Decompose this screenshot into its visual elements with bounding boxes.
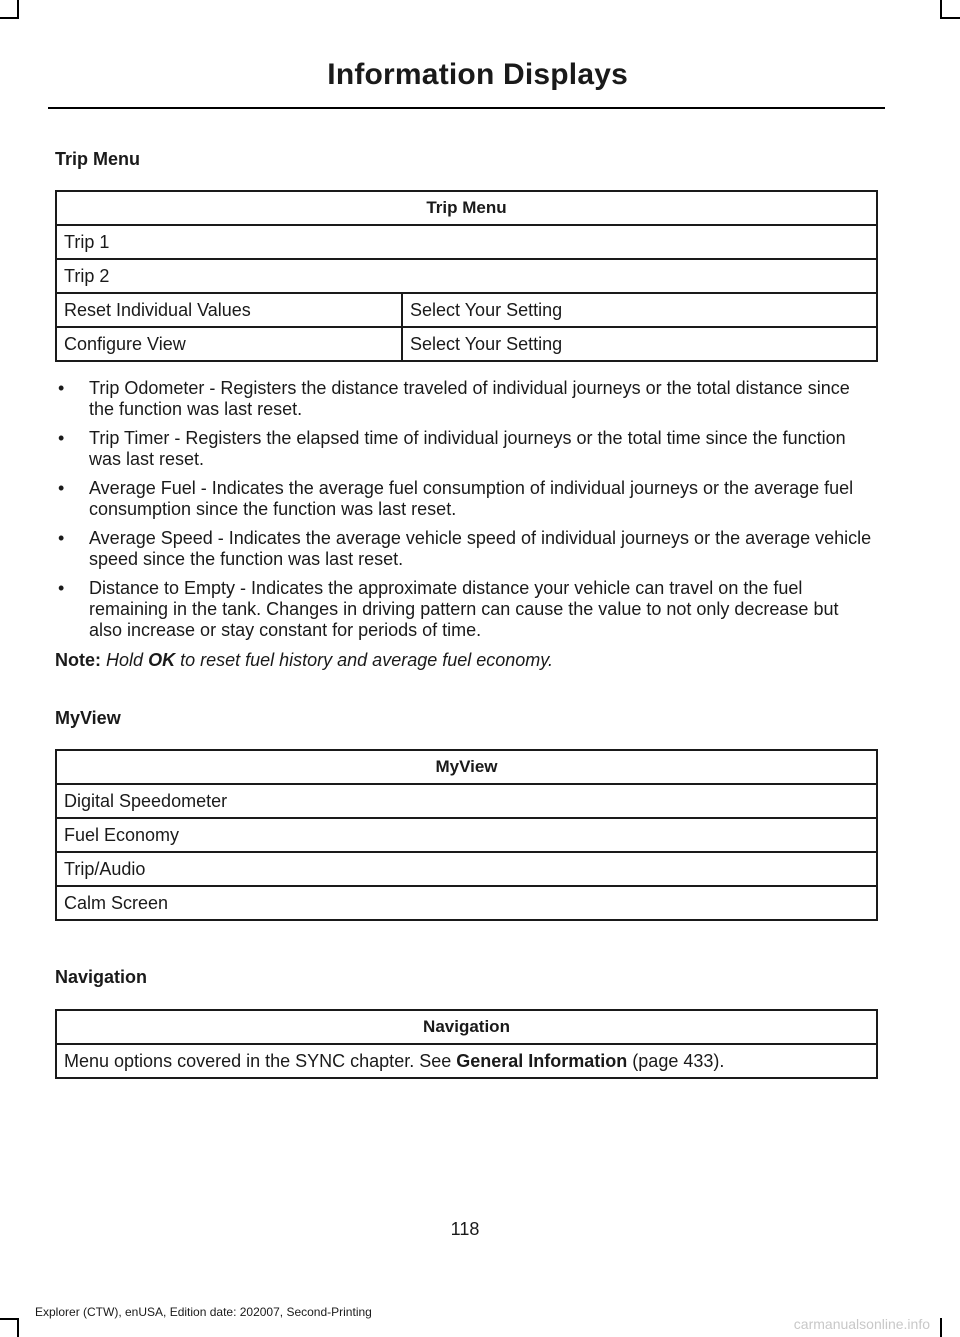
- edition-footer: Explorer (CTW), enUSA, Edition date: 202007, Second-Printing: [35, 1305, 372, 1319]
- table-cell: Select Your Setting: [402, 327, 877, 361]
- table-row: [56, 1044, 877, 1078]
- page-reference: (page 433).: [632, 1050, 725, 1071]
- table-cell: Fuel Economy: [56, 818, 877, 852]
- list-item-text: Distance to Empty - Indicates the approximate distance your vehicle can travel on the fuel remaining in the tank. Changes in driving pattern can cause the value to not only decrease but also increase or stay constant for periods of time.: [89, 578, 839, 640]
- page-number: 118: [450, 1219, 480, 1239]
- table-cell: Trip 2: [56, 259, 877, 293]
- table-cell: Trip 1: [56, 225, 877, 259]
- note: [55, 650, 553, 671]
- bullet-icon: •: [58, 378, 65, 398]
- navigation-table-title: Navigation: [56, 1010, 877, 1044]
- trip-menu-heading: Trip Menu: [55, 149, 140, 169]
- navigation-row-text: Menu options covered in the SYNC chapter. See: [64, 1050, 452, 1071]
- crop-mark: [0, 1318, 19, 1320]
- table-cell: Select Your Setting: [402, 293, 877, 327]
- table-cell: Trip/Audio: [56, 852, 877, 886]
- table-row: [56, 259, 877, 293]
- table-row: [56, 818, 877, 852]
- table-cell: [56, 1044, 877, 1078]
- crop-mark: [941, 17, 960, 19]
- bullet-icon: •: [58, 428, 65, 448]
- myview-table-title: MyView: [56, 750, 877, 784]
- table-cell: Configure View: [56, 327, 402, 361]
- trip-menu-table-title: Trip Menu: [56, 191, 877, 225]
- navigation-table: [55, 1009, 878, 1079]
- myview-heading: MyView: [55, 708, 121, 728]
- list-item: [55, 478, 875, 520]
- note-label: Note:: [55, 650, 101, 670]
- list-item: [55, 428, 875, 470]
- list-item: [55, 578, 875, 641]
- list-item: [55, 528, 875, 570]
- note-text-pre: Hold: [106, 650, 144, 670]
- navigation-heading: Navigation: [55, 967, 148, 987]
- list-item-text: Average Fuel - Indicates the average fuel consumption of individual journeys or the average fuel consumption since the function was last reset.: [89, 478, 854, 519]
- bullet-icon: •: [58, 578, 65, 598]
- myview-table: [55, 749, 878, 921]
- crop-mark: [0, 17, 19, 19]
- trip-menu-bullets: [55, 378, 875, 649]
- bullet-icon: •: [58, 528, 65, 548]
- table-row: [56, 852, 877, 886]
- table-row: [56, 886, 877, 920]
- list-item-text: Trip Odometer - Registers the distance traveled of individual journeys or the total distance since the function was last reset.: [89, 378, 850, 419]
- watermark: carmanualsonline.info: [793, 1316, 930, 1332]
- trip-menu-table: [55, 190, 878, 362]
- general-information-link[interactable]: General Information: [456, 1050, 628, 1071]
- table-cell: Reset Individual Values: [56, 293, 402, 327]
- list-item-text: Trip Timer - Registers the elapsed time of individual journeys or the total time since the function was last reset.: [89, 428, 846, 469]
- table-cell: Digital Speedometer: [56, 784, 877, 818]
- table-row: [56, 784, 877, 818]
- note-text-post: to reset fuel history and average fuel economy.: [180, 650, 553, 670]
- note-key: OK: [148, 650, 176, 670]
- table-cell: Calm Screen: [56, 886, 877, 920]
- crop-mark: [17, 1318, 19, 1337]
- crop-mark: [940, 1318, 942, 1337]
- table-row: [56, 327, 877, 361]
- table-row: [56, 293, 877, 327]
- bullet-icon: •: [58, 478, 65, 498]
- list-item-text: Average Speed - Indicates the average vehicle speed of individual journeys or the average vehicle speed since the function was last reset.: [89, 528, 872, 569]
- list-item: [55, 378, 875, 420]
- page-title: Information Displays: [327, 58, 628, 91]
- table-row: [56, 225, 877, 259]
- header-rule: [48, 107, 885, 109]
